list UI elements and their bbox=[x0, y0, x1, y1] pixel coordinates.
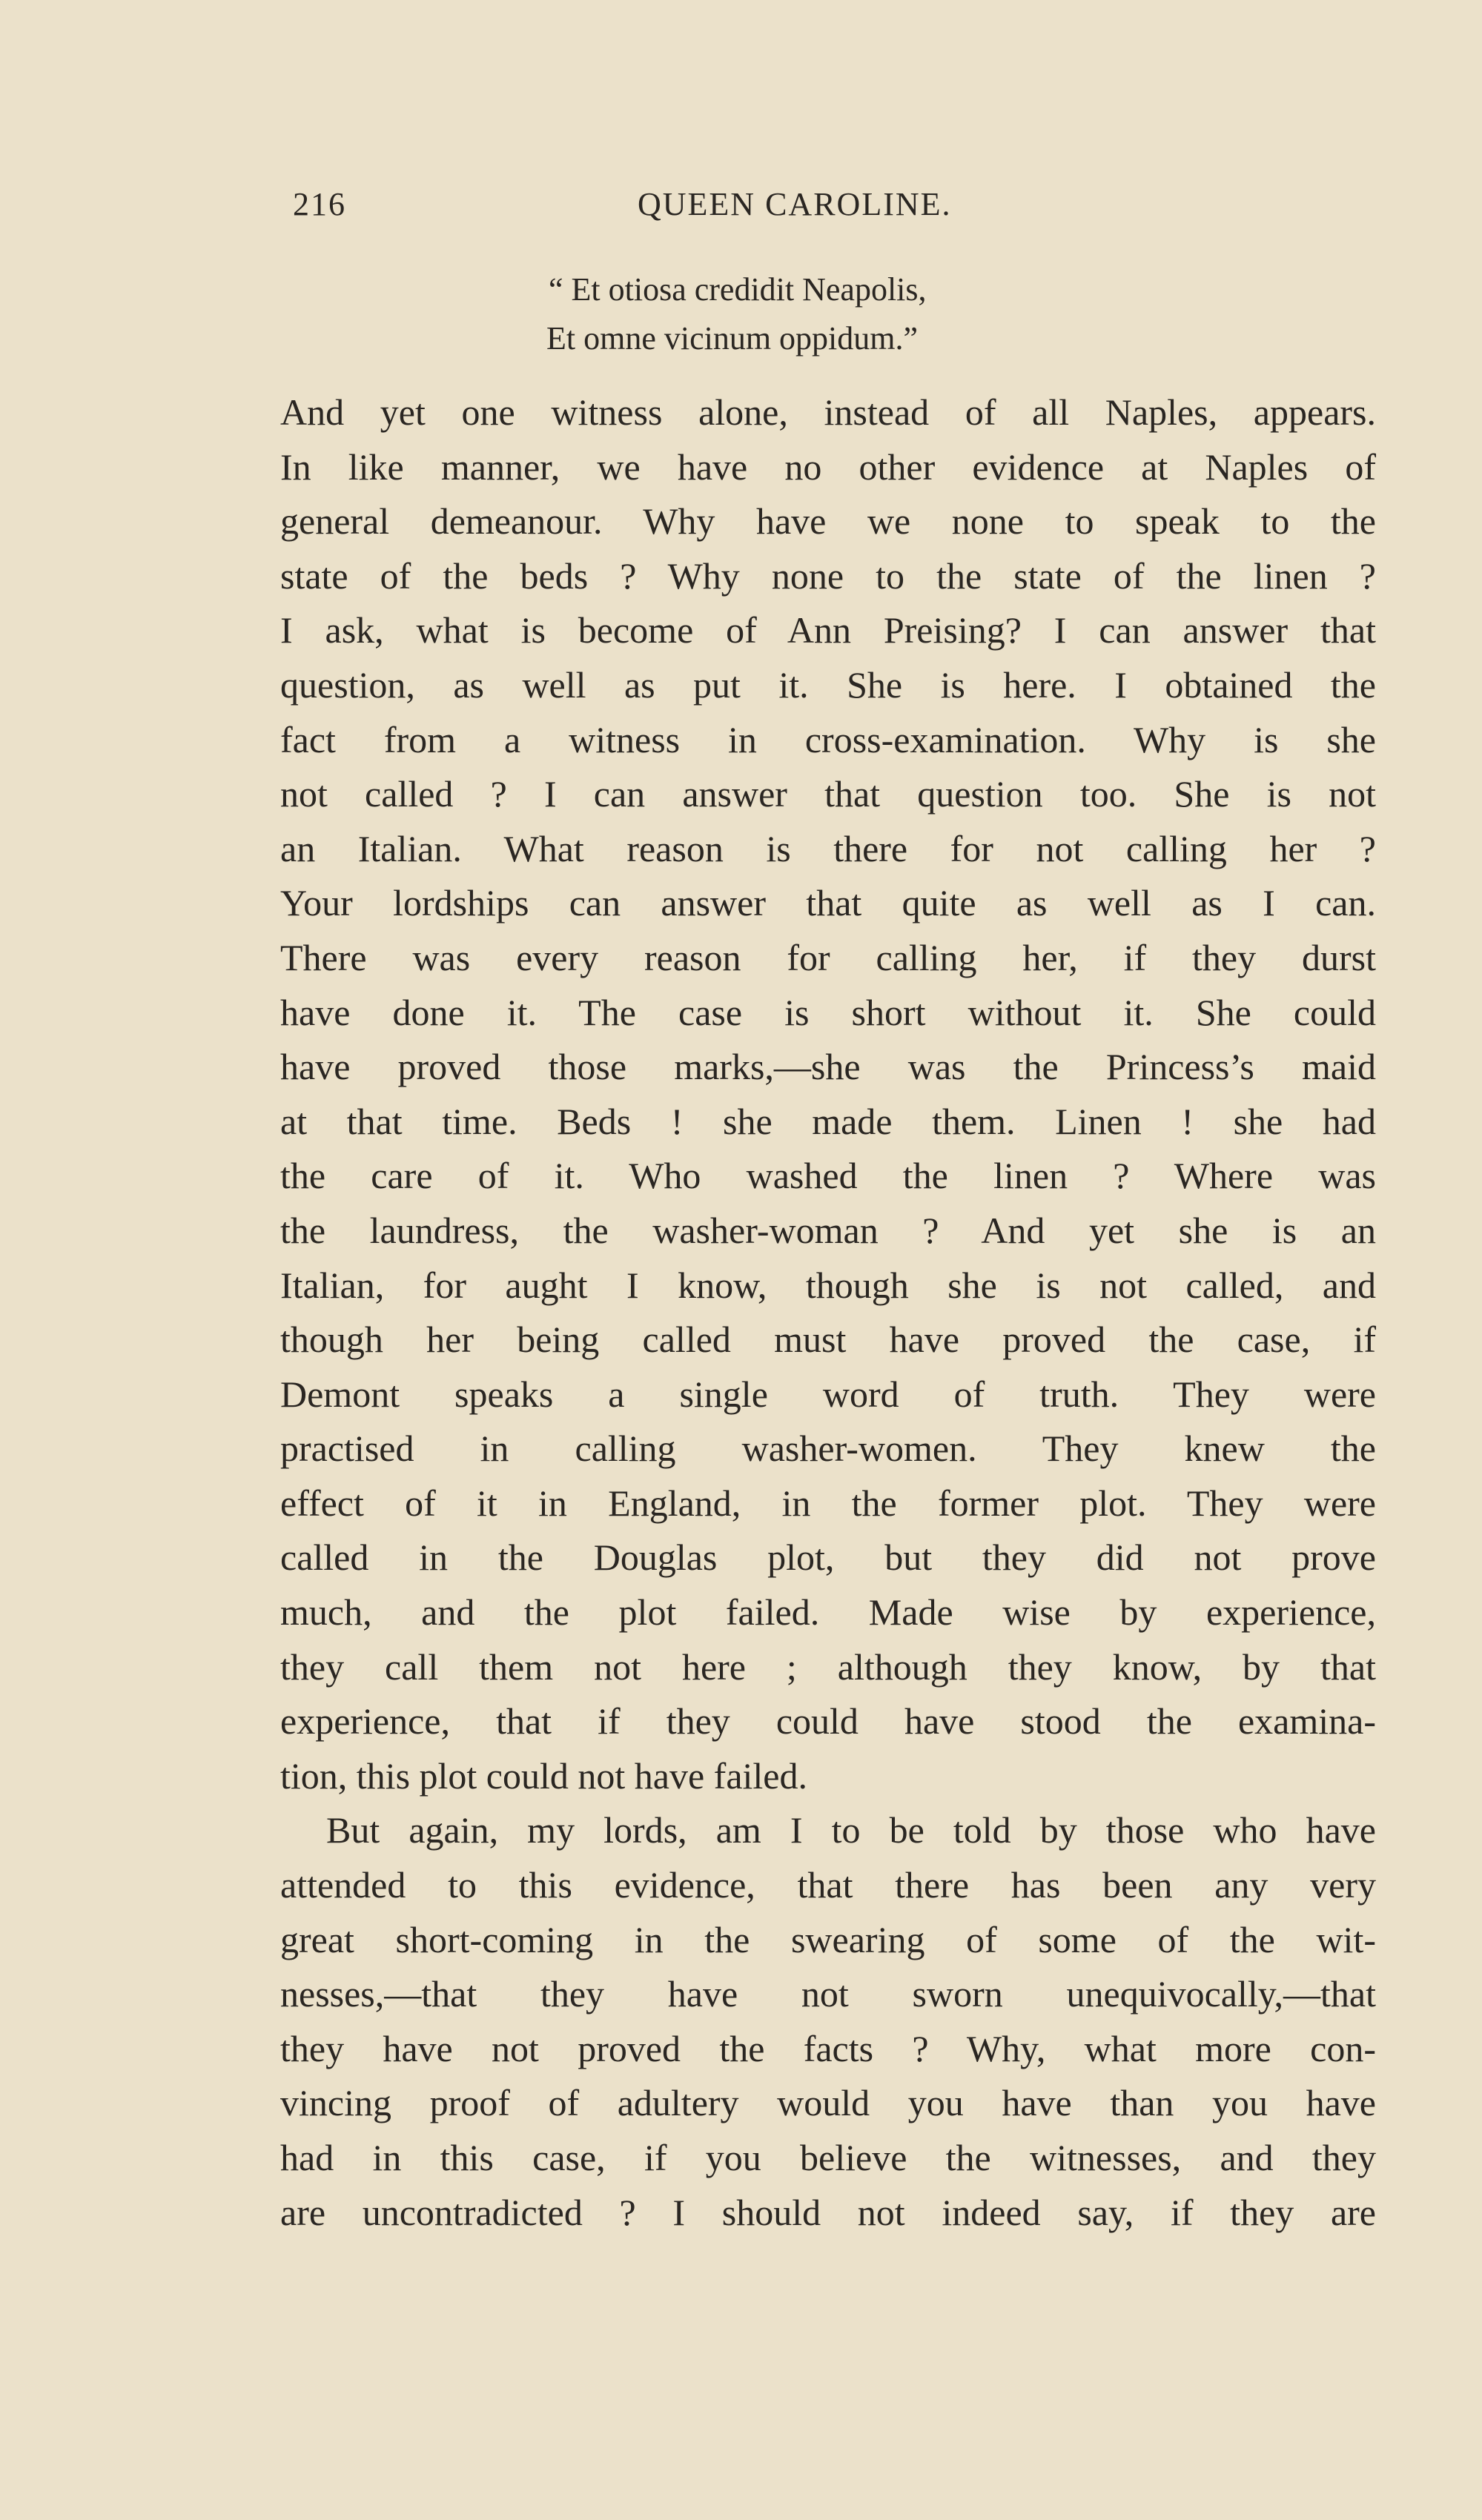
text-line: had in this case, if you believe the witnesses, and they bbox=[280, 2137, 1376, 2178]
text-line: Italian, for aught I know, though she is not called, and bbox=[280, 1264, 1376, 1306]
text-line: are uncontradicted ? I should not indeed say, if they are bbox=[280, 2191, 1376, 2233]
text-line: have done it. The case is short without it. She could bbox=[280, 991, 1376, 1033]
text-line: at that time. Beds ! she made them. Linen ! she had bbox=[280, 1100, 1376, 1142]
text-line: the laundress, the washer-woman ? And yet she is an bbox=[280, 1209, 1376, 1251]
text-line: great short-coming in the swearing of some of the wit- bbox=[280, 1918, 1376, 1960]
text-line: fact from a witness in cross-examination. Why is she bbox=[280, 718, 1376, 760]
text-line: have proved those marks,—she was the Princess’s maid bbox=[280, 1046, 1376, 1088]
text-line: But again, my lords, am I to be told by those who have bbox=[326, 1809, 1376, 1851]
text-line: Demont speaks a single word of truth. They were bbox=[280, 1373, 1376, 1415]
text-line: general demeanour. Why have we none to speak to the bbox=[280, 500, 1376, 543]
paragraph-2 bbox=[280, 1803, 1376, 2240]
page-number: 216 bbox=[293, 186, 346, 222]
text-line: they have not proved the facts ? Why, what more con- bbox=[280, 2027, 1376, 2069]
text-line: I ask, what is become of Ann Preising? I can answer that bbox=[280, 609, 1376, 651]
text-line: In like manner, we have no other evidence at Naples of bbox=[280, 445, 1376, 488]
text-line: called in the Douglas plot, but they did not prove bbox=[280, 1536, 1376, 1579]
text-line: tion, this plot could not have failed. bbox=[280, 1754, 807, 1797]
text-line: an Italian. What reason is there for not calling her ? bbox=[280, 827, 1376, 869]
latin-quotation bbox=[546, 265, 1216, 363]
quote-line: Et omne vicinum oppidum.” bbox=[546, 320, 919, 357]
text-line: though her being called must have proved the case, if bbox=[280, 1319, 1376, 1361]
text-line: practised in calling washer-women. They knew the bbox=[280, 1428, 1376, 1470]
running-head: QUEEN CAROLINE. bbox=[638, 186, 952, 222]
text-line: There was every reason for calling her, if they durst bbox=[280, 936, 1376, 978]
paragraph-1 bbox=[280, 385, 1376, 1803]
text-line: experience, that if they could have stood the examina- bbox=[280, 1700, 1376, 1743]
page-header bbox=[293, 185, 1034, 237]
text-line: much, and the plot failed. Made wise by experience, bbox=[280, 1591, 1376, 1634]
text-line: attended to this evidence, that there has been any very bbox=[280, 1864, 1376, 1906]
text-line: not called ? I can answer that question too. She is not bbox=[280, 773, 1376, 815]
body-text bbox=[280, 385, 1376, 2240]
text-line: state of the beds ? Why none to the state of the linen ? bbox=[280, 554, 1376, 597]
text-line: question, as well as put it. She is here. I obtained the bbox=[280, 663, 1376, 706]
text-line: And yet one witness alone, instead of all Naples, appears. bbox=[280, 391, 1376, 433]
text-line: nesses,—that they have not sworn unequivocally,—that bbox=[280, 1973, 1376, 2015]
text-line: the care of it. Who washed the linen ? Where was bbox=[280, 1155, 1376, 1197]
text-line: Your lordships can answer that quite as well as I can. bbox=[280, 882, 1376, 924]
quote-line: “ Et otiosa credidit Neapolis, bbox=[549, 271, 927, 308]
text-line: effect of it in England, in the former plot. They were bbox=[280, 1482, 1376, 1524]
text-line: vincing proof of adultery would you have than you have bbox=[280, 2082, 1376, 2124]
text-line: they call them not here ; although they know, by that bbox=[280, 1645, 1376, 1688]
